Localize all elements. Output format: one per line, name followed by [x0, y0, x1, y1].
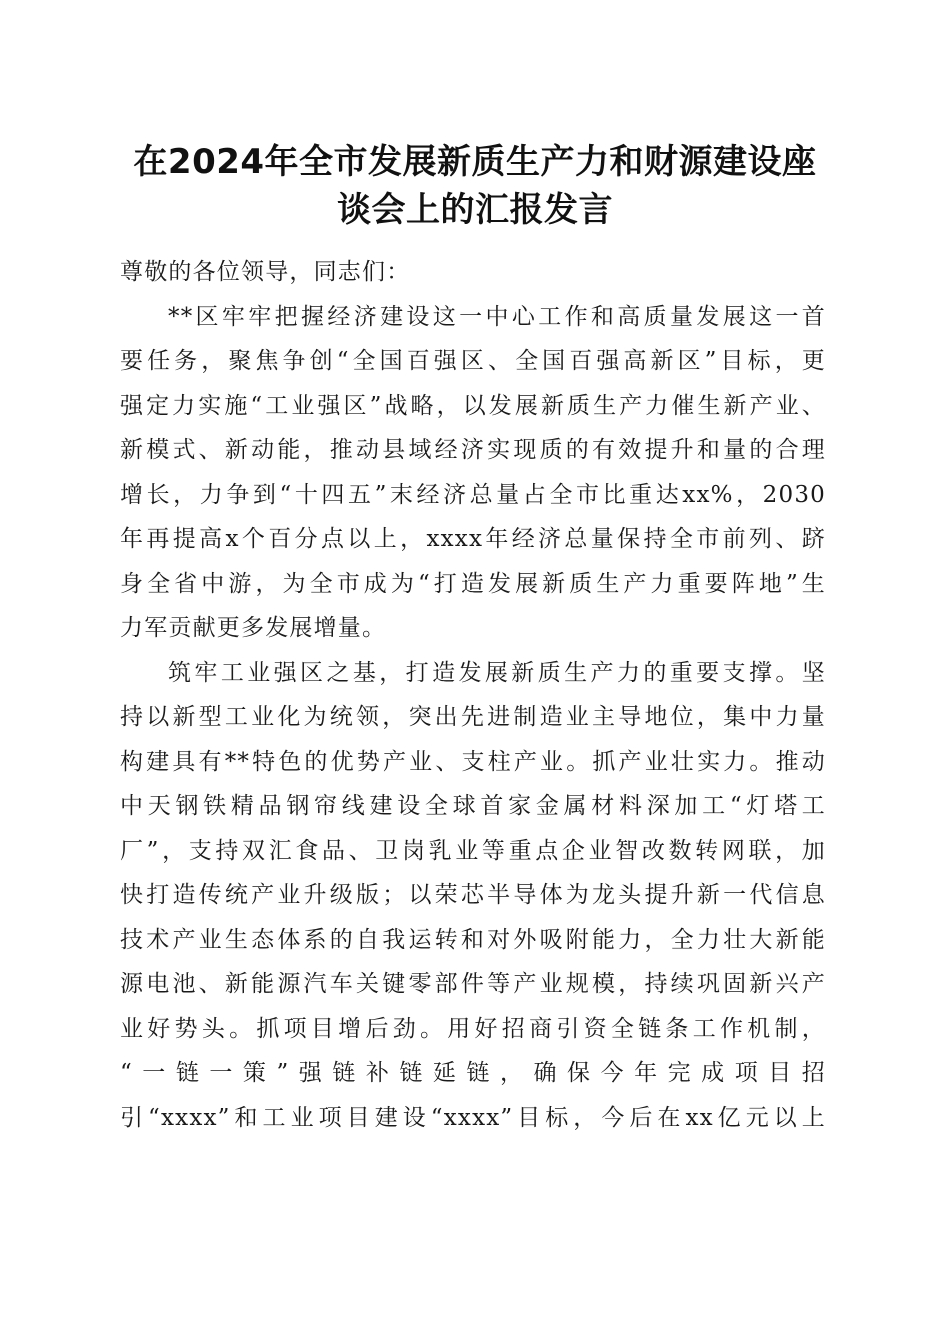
- document-title: [118, 138, 832, 234]
- paragraph-1-line: 力军贡献更多发展增量。: [120, 615, 387, 641]
- paragraph-2-line: 厂”，支持双汇食品、卫岗乳业等重点企业智改数转网联，加: [120, 837, 826, 864]
- paragraph-1-line: 要任务，聚焦争创“全国百强区、全国百强高新区”目标，更: [120, 348, 826, 374]
- paragraph-1-line: 年再提高x个百分点以上，xxxx年经济总量保持全市前列、跻: [120, 526, 826, 552]
- paragraph-1-line: 强定力实施“工业强区”战略，以发展新质生产力催生新产业、: [120, 392, 826, 419]
- paragraph-2-line: 持以新型工业化为统领，突出先进制造业主导地位，集中力量: [120, 704, 826, 730]
- paragraph-2-line: 中天钢铁精品钢帘线建设全球首家金属材料深加工“灯塔工: [120, 793, 826, 819]
- document-body: [120, 250, 826, 1140]
- paragraph-1: [120, 295, 826, 651]
- paragraph-1-line: **区牢牢把握经济建设这一中心工作和高质量发展这一首: [168, 303, 826, 330]
- title-line-2: 谈会上的汇报发言: [337, 190, 613, 230]
- salutation-line: 尊敬的各位领导，同志们：: [120, 259, 411, 285]
- paragraph-2-line: “一链一策”强链补链延链，确保今年完成项目招: [120, 1060, 826, 1086]
- paragraph-2-line: 源电池、新能源汽车关键零部件等产业规模，持续巩固新兴产: [120, 971, 826, 997]
- paragraph-2-line: 引“xxxx”和工业项目建设“xxxx”目标，今后在xx亿元以上: [120, 1104, 826, 1131]
- paragraph-2-line: 技术产业生态体系的自我运转和对外吸附能力，全力壮大新能: [120, 926, 826, 953]
- paragraph-1-line: 增长，力争到“十四五”末经济总量占全市比重达xx%，2030: [120, 481, 826, 508]
- salutation: [120, 250, 826, 295]
- paragraph-2-line: 构建具有**特色的优势产业、支柱产业。抓产业壮实力。推动: [120, 748, 826, 775]
- paragraph-1-line: 身全省中游，为全市成为“打造发展新质生产力重要阵地”生: [120, 570, 826, 597]
- title-line-1: 在2024年全市发展新质生产力和财源建设座: [133, 142, 817, 182]
- paragraph-2-line: 筑牢工业强区之基，打造发展新质生产力的重要支撑。坚: [168, 659, 826, 686]
- paragraph-1-line: 新模式、新动能，推动县域经济实现质的有效提升和量的合理: [120, 437, 826, 463]
- paragraph-2-line: 业好势头。抓项目增后劲。用好招商引资全链条工作机制，: [120, 1015, 826, 1042]
- paragraph-2: [120, 651, 826, 1141]
- paragraph-2-line: 快打造传统产业升级版；以荣芯半导体为龙头提升新一代信息: [120, 882, 826, 908]
